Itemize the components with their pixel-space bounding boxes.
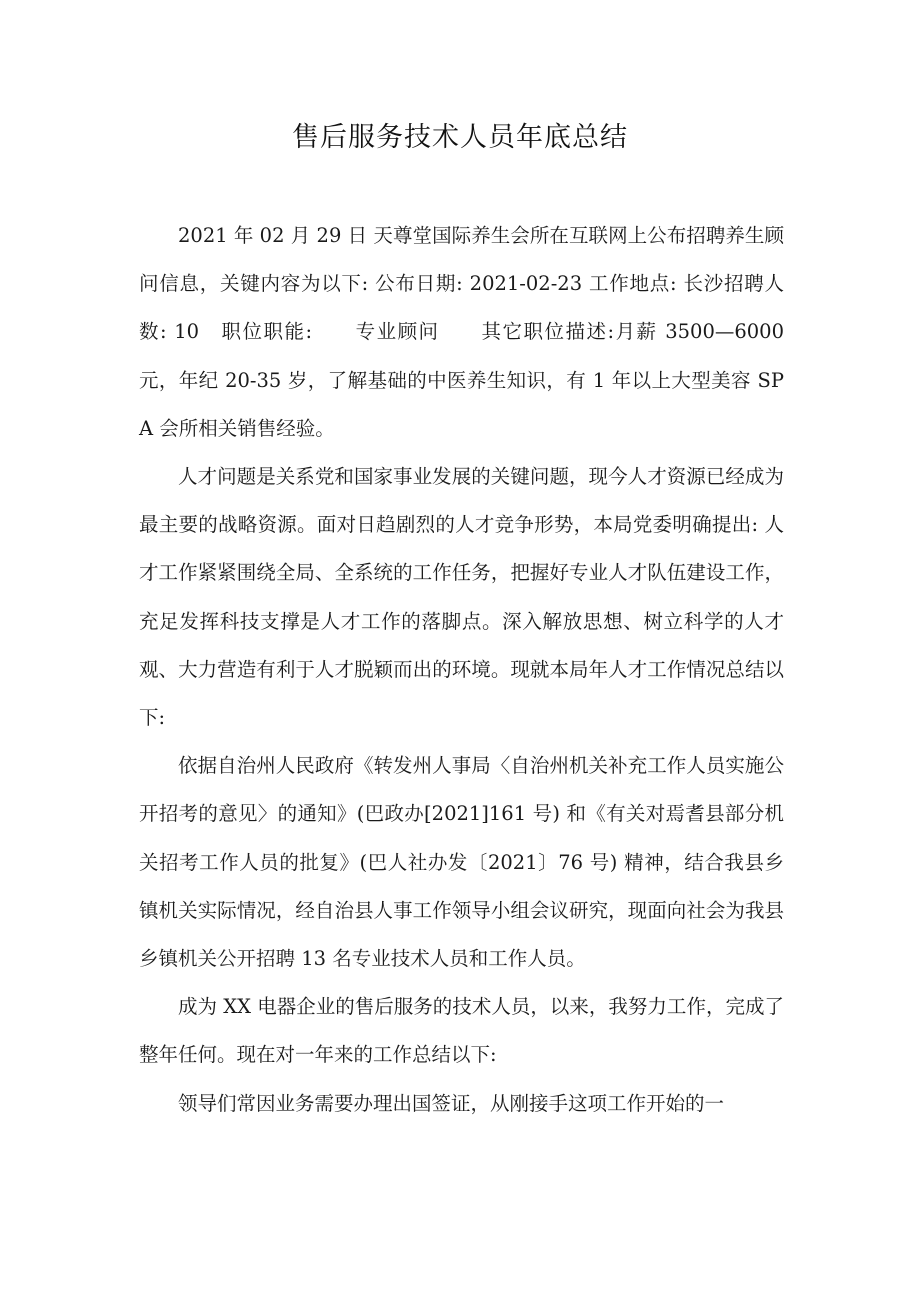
paragraph-talent-work: 人才问题是关系党和国家事业发展的关键问题，现今人才资源已经成为最主要的战略资源。面对日趋剧烈的人才竞争形势，本局党委明确提出: 人才工作紧紧围绕全局、全系统的工作任务，把握好专业人才队伍建设工作，充足发挥科技支撑是人才工作的落脚点。深入解放思想、树立科学的人才观、大力营造有利于人才脱颖而出的环境。现就本局年人才工作情况总结以下: [139,465,784,730]
paragraph-public-recruitment: 依据自治州人民政府《转发州人事局〈自治州机关补充工作人员实施公开招考的意见〉的通知》(巴政办[2021]161 号) 和《有关对焉耆县部分机关招考工作人员的批复》(巴人社办发〔2021〕76 号) 精神，结合我县乡镇机关实际情况，经自治县人事工作领导小组会议研究，现面向社会为我县乡镇机关公开招聘 13 名专业技术人员和工作人员。 [139,754,784,971]
paragraph-visa-work: 领导们常因业务需要办理出国签证，从刚接手这项工作开始的一 [178,1091,725,1115]
paragraph-recruitment-info: 2021 年 02 月 29 日 天尊堂国际养生会所在互联网上公布招聘养生顾问信息，关键内容为以下: 公布日期: 2021-02-23 工作地点: 长沙招聘人数: 10 职位职能: 专业顾问 其它职位描述:月薪 3500—6000 元，年纪 20-35 岁，了解基础的中医养生知识，有 1 年以上大型美容 SPA 会所相关销售经验。 [139,224,784,440]
document-title: 售后服务技术人员年底总结 [292,122,628,153]
document-body [139,212,784,1128]
paragraph-technician-intro: 成为 XX 电器企业的售后服务的技术人员，以来，我努力工作，完成了整年任何。现在对一年来的工作总结以下: [139,995,784,1067]
